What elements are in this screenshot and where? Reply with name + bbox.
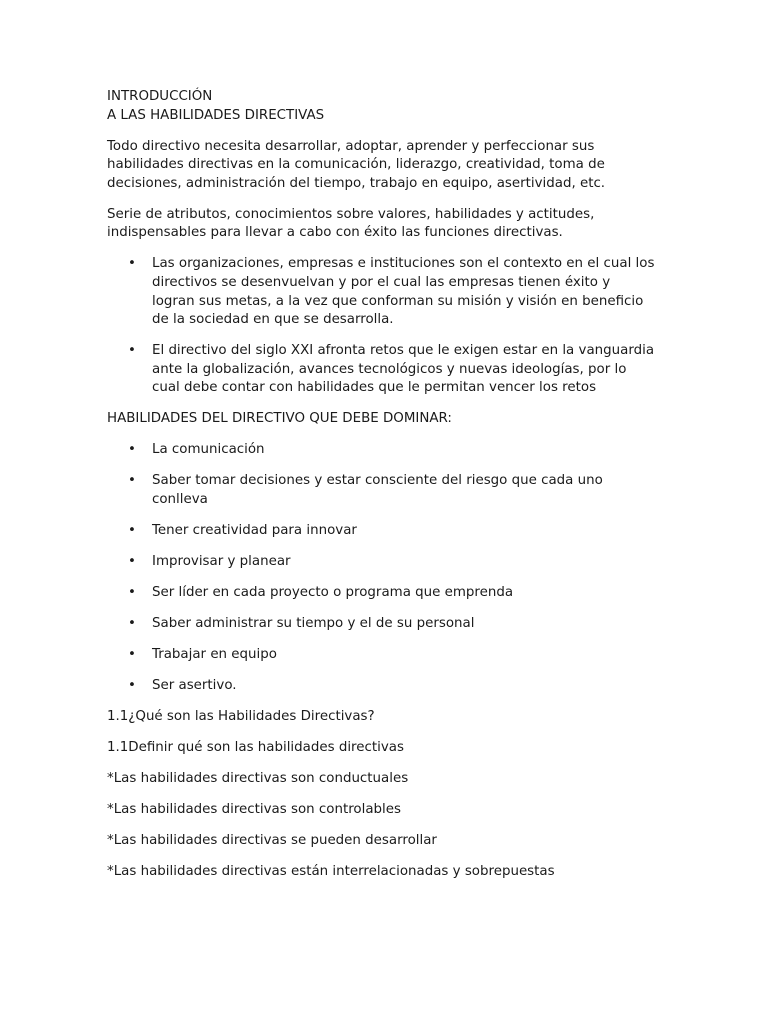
skills-bullet-list [107,441,667,695]
list-item-line: cual debe contar con habilidades que le permitan vencer los retos [152,380,597,396]
bullet-icon: • [128,584,136,600]
list-item-line: logran sus metas, a la vez que conforman su misión y visión en beneficio [152,293,644,309]
statement-line: *Las habilidades directivas son conductuales [107,770,409,786]
paragraph-line: habilidades directivas en la comunicación, liderazgo, creatividad, toma de [107,157,605,173]
statement-line: *Las habilidades directivas se pueden desarrollar [107,832,437,848]
intro-paragraph [107,138,667,194]
paragraph-line: Todo directivo necesita desarrollar, adoptar, aprender y perfeccionar sus [107,138,595,154]
list-item [107,646,667,665]
paragraph-line: indispensables para llevar a cabo con éxito las funciones directivas. [107,225,563,241]
list-item-line: Saber administrar su tiempo y el de su personal [152,615,475,631]
title-line: INTRODUCCIÓN [107,89,213,104]
list-item-line: El directivo del siglo XXI afronta retos que le exigen estar en la vanguardia [152,343,655,359]
list-item [107,553,667,572]
bullet-icon: • [128,522,136,538]
list-item [107,255,667,329]
paragraph-line: Serie de atributos, conocimientos sobre valores, habilidades y actitudes, [107,206,595,222]
list-item [107,584,667,603]
skills-heading: HABILIDADES DEL DIRECTIVO QUE DEBE DOMINAR: [107,411,452,427]
list-item [107,615,667,634]
list-item [107,441,667,460]
bullet-icon: • [128,256,136,272]
list-item-line: ante la globalización, avances tecnológicos y nuevas ideologías, por lo [152,361,627,377]
list-item-line: directivos se desenvuelvan y por el cual las empresas tienen éxito y [152,274,611,290]
list-item-line: Ser asertivo. [152,677,237,693]
definition-paragraph [107,206,667,243]
context-bullet-list [107,255,667,398]
subtitle-line: A LAS HABILIDADES DIRECTIVAS [107,107,325,123]
document-title [107,88,667,125]
section-heading: 1.1Definir qué son las habilidades directivas [107,739,404,755]
bullet-icon: • [128,615,136,631]
list-item [107,342,667,398]
list-item [107,472,667,509]
list-item [107,677,667,696]
list-item-line: Tener creatividad para innovar [152,522,357,538]
bullet-icon: • [128,442,136,458]
bullet-icon: • [128,553,136,569]
document-body [107,88,667,894]
paragraph-line: decisiones, administración del tiempo, trabajo en equipo, asertividad, etc. [107,175,606,191]
list-item [107,522,667,541]
bullet-icon: • [128,646,136,662]
list-item-line: Improvisar y planear [152,553,291,569]
list-item-line: conlleva [152,491,208,507]
list-item-line: La comunicación [152,442,265,458]
statement-line: *Las habilidades directivas están interrelacionadas y sobrepuestas [107,863,555,879]
bullet-icon: • [128,343,136,359]
closing-section [107,708,667,882]
bullet-icon: • [128,677,136,693]
bullet-icon: • [128,473,136,489]
list-item-line: Saber tomar decisiones y estar consciente del riesgo que cada uno [152,473,603,489]
list-item-line: de la sociedad en que se desarrolla. [152,312,394,328]
list-item-line: Las organizaciones, empresas e instituciones son el contexto en el cual los [152,256,655,272]
list-item-line: Ser líder en cada proyecto o programa que emprenda [152,584,514,600]
statement-line: *Las habilidades directivas son controlables [107,801,401,817]
section-heading: 1.1¿Qué son las Habilidades Directivas? [107,708,375,724]
list-item-line: Trabajar en equipo [152,646,277,662]
